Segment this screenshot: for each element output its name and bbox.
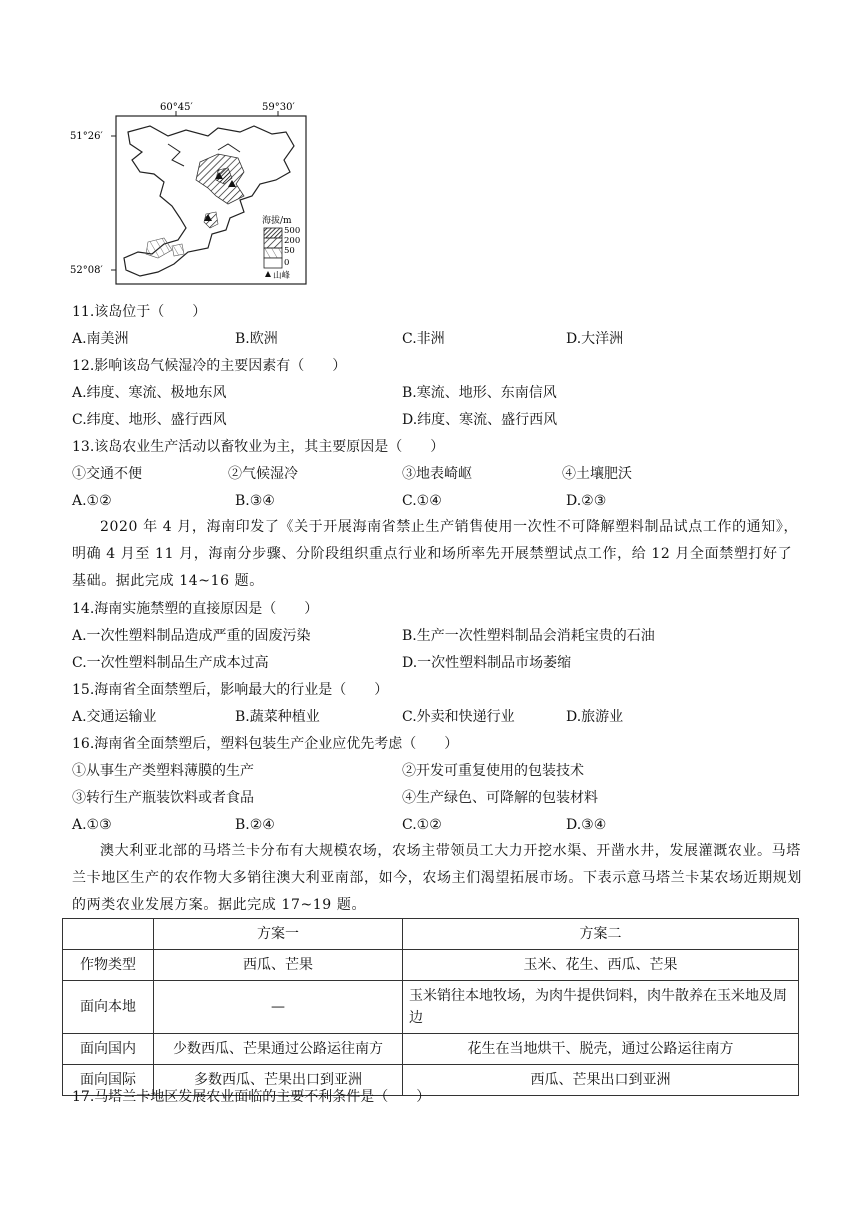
table-row [63, 1034, 799, 1065]
q14-stem: 14.海南实施禁塑的直接原因是（ ） [72, 601, 319, 617]
q16-statement-1: ①从事生产类塑料薄膜的生产 [72, 763, 254, 779]
plan1-cell: 少数西瓜、芒果通过公路运往南方 [154, 1034, 403, 1065]
q11-option-c: C.非洲 [402, 331, 445, 347]
q16-statement-3: ③转行生产瓶装饮料或者食品 [72, 790, 254, 806]
q16-option-b: B.②④ [235, 817, 275, 833]
q12-option-d: D.纬度、寒流、盛行西风 [402, 412, 558, 428]
q15-option-a: A.交通运输业 [72, 709, 157, 725]
q16-statement-4: ④生产绿色、可降解的包装材料 [402, 790, 598, 806]
q13-statement-2: ②气候湿冷 [228, 466, 298, 482]
passage-hainan: 2020 年 4 月，海南印发了《关于开展海南省禁止生产销售使用一次性不可降解塑料制品试点工作的通知》，明确 4 月至 11 月，海南分步骤、分阶段组织重点行业和场所率先开展禁塑试点工作，给 12 月全面禁塑打好了基础。据此完成 14~16 题。 [72, 519, 799, 589]
q14-option-b: B.生产一次性塑料制品会消耗宝贵的石油 [402, 628, 655, 644]
q14-option-c: C.一次性塑料制品生产成本过高 [72, 655, 269, 671]
plan-table [62, 918, 799, 1096]
q13-option-a: A.①② [72, 493, 112, 509]
q13-stem: 13.该岛农业生产活动以畜牧业为主，其主要原因是（ ） [72, 439, 445, 455]
table-header-plan1: 方案一 [154, 919, 403, 950]
q13-option-b: B.③④ [235, 493, 275, 509]
q16-statement-2: ②开发可重复使用的包装技术 [402, 763, 584, 779]
table-row [63, 981, 799, 1034]
plan1-cell: — [154, 981, 403, 1034]
q13-statement-1: ①交通不便 [72, 466, 142, 482]
table-corner-cell [63, 919, 154, 950]
row-label: 面向国内 [63, 1034, 154, 1065]
plan1-cell: 西瓜、芒果 [154, 950, 403, 981]
plan1-cell: 多数西瓜、芒果出口到亚洲 [154, 1065, 403, 1096]
row-label: 面向国际 [63, 1065, 154, 1096]
q12-option-b: B.寒流、地形、东南信风 [402, 385, 557, 401]
q15-stem: 15.海南省全面禁塑后，影响最大的行业是（ ） [72, 682, 389, 698]
q16-option-a: A.①③ [72, 817, 112, 833]
q12-option-a: A.纬度、寒流、极地东风 [72, 385, 227, 401]
island-elevation-map [68, 100, 328, 290]
q11-option-d: D.大洋洲 [566, 331, 624, 347]
q14-option-a: A.一次性塑料制品造成严重的固废污染 [72, 628, 311, 644]
plan2-cell: 玉米销往本地牧场，为肉牛提供饲料，肉牛散养在玉米地及周边 [403, 981, 799, 1034]
q16-stem: 16.海南省全面禁塑后，塑料包装生产企业应优先考虑（ ） [72, 736, 459, 752]
q13-option-c: C.①④ [402, 493, 442, 509]
plan2-cell: 花生在当地烘干、脱壳，通过公路运往南方 [403, 1034, 799, 1065]
lon-left-label: 60°45′ [160, 102, 193, 113]
legend-level: 50 [284, 246, 295, 256]
legend-level: 0 [284, 258, 290, 268]
q16-option-d: D.③④ [566, 817, 607, 833]
q13-statement-3: ③地表崎岖 [402, 466, 472, 482]
legend-level: 200 [284, 236, 301, 246]
q17-stem: 17.马塔兰卡地区发展农业面临的主要不利条件是（ ） [72, 1089, 431, 1105]
legend-level: 500 [284, 226, 301, 236]
q15-option-d: D.旅游业 [566, 709, 624, 725]
plan2-cell: 玉米、花生、西瓜、芒果 [403, 950, 799, 981]
lon-right-label: 59°30′ [262, 102, 295, 113]
q12-stem: 12.影响该岛气候湿冷的主要因素有（ ） [72, 358, 347, 374]
row-label: 面向本地 [63, 981, 154, 1034]
passage-mataranka: 澳大利亚北部的马塔兰卡分布有大规模农场，农场主带领员工大力开挖水渠、开凿水井，发展灌溉农业。马塔兰卡地区生产的农作物大多销往澳大利亚南部，如今，农场主们渴望拓展市场。下表示意马塔兰卡某农场近期规划的两类农业发展方案。据此完成 17~19 题。 [72, 843, 802, 913]
legend-title: 海拔/m [262, 216, 292, 226]
q12-option-c: C.纬度、地形、盛行西风 [72, 412, 227, 428]
lat-bottom-label: 52°08′ [70, 265, 103, 276]
map-svg [68, 100, 328, 290]
table-header-plan2: 方案二 [403, 919, 799, 950]
legend-peak-label: 山峰 [273, 271, 291, 281]
q15-option-b: B.蔬菜种植业 [235, 709, 320, 725]
q13-option-d: D.②③ [566, 493, 607, 509]
q14-option-d: D.一次性塑料制品市场萎缩 [402, 655, 572, 671]
q16-option-c: C.①② [402, 817, 442, 833]
q11-option-b: B.欧洲 [235, 331, 278, 347]
q11-stem: 11.该岛位于（ ） [72, 304, 207, 320]
lat-top-label: 51°26′ [70, 131, 103, 142]
q13-statement-4: ④土壤肥沃 [562, 466, 632, 482]
table-row [63, 950, 799, 981]
q11-option-a: A.南美洲 [72, 331, 129, 347]
table-header-row [63, 919, 799, 950]
plan2-cell: 西瓜、芒果出口到亚洲 [403, 1065, 799, 1096]
row-label: 作物类型 [63, 950, 154, 981]
q15-option-c: C.外卖和快递行业 [402, 709, 515, 725]
